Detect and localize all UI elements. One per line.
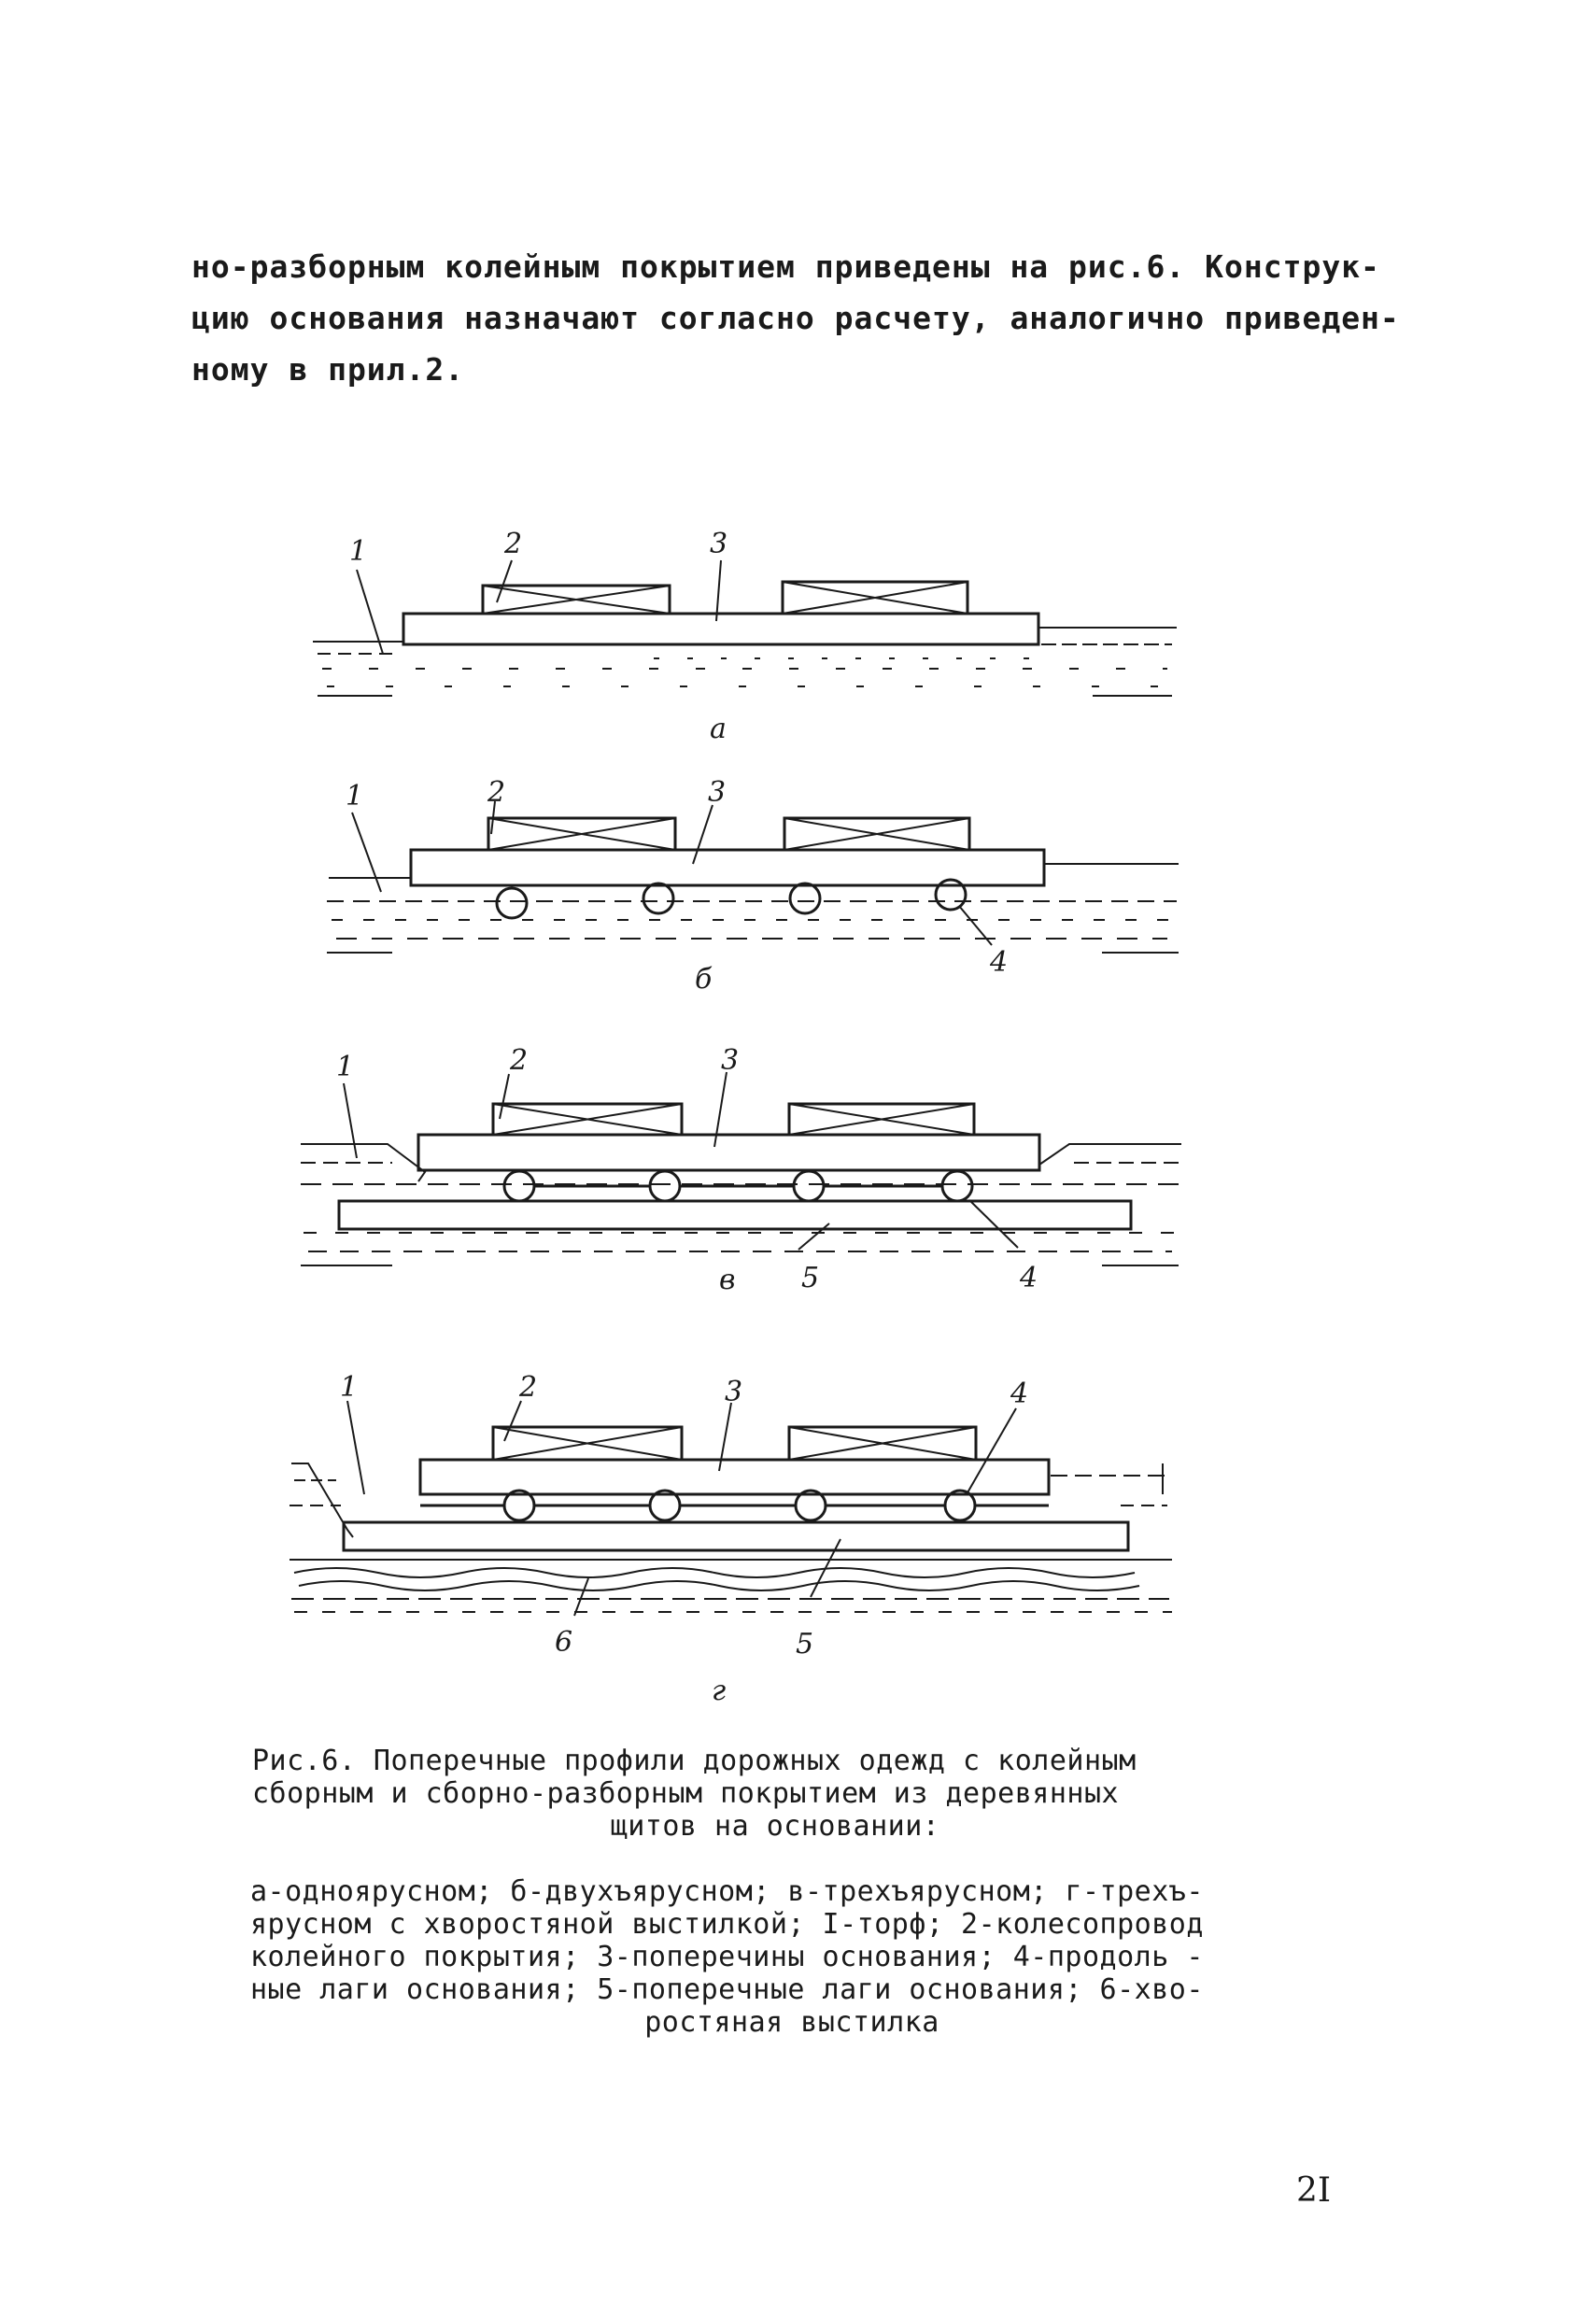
caption-legend-line-5: ростяная выстилка	[644, 2006, 939, 2039]
wheel-track-a-left	[483, 586, 670, 614]
transverse-logs-v	[339, 1201, 1131, 1229]
wheel-track-a-right	[783, 582, 967, 614]
label-g-3: 3	[725, 1376, 743, 1408]
panel-a-letter: а	[710, 713, 727, 745]
label-g-4: 4	[1010, 1378, 1029, 1410]
wheel-track-b-right	[784, 818, 969, 850]
peat-ground-v	[301, 1144, 1181, 1265]
crossbeam-a	[403, 614, 1038, 644]
label-g-2: 2	[519, 1371, 538, 1404]
wheel-track-g-left	[493, 1427, 682, 1460]
label-a-3: 3	[710, 528, 728, 560]
caption-legend-line-4: ные лаги основания; 5-поперечные лаги основания; 6-хво-	[250, 1973, 1204, 2006]
wheel-track-v-left	[493, 1104, 682, 1135]
peat-ground-a	[313, 628, 1177, 696]
intro-line-1: но-разборным колейным покрытием приведены на рис.6. Конструк-	[191, 248, 1380, 285]
leaders-v	[344, 1072, 1018, 1250]
label-v-1: 1	[336, 1051, 355, 1083]
label-a-1: 1	[349, 535, 368, 568]
label-b-1: 1	[346, 780, 364, 813]
label-b-2: 2	[487, 776, 506, 809]
longitudinal-logs-v	[504, 1171, 972, 1201]
figure-caption-legend	[250, 1875, 1334, 2039]
panel-g-letter: г	[712, 1675, 727, 1707]
figure-caption-title	[252, 1745, 1298, 1843]
caption-title-line-2: сборным и сборно-разборным покрытием из деревянных	[252, 1777, 1120, 1810]
panel-b-letter: б	[695, 963, 713, 996]
brushwood-mat-g	[290, 1560, 1172, 1612]
label-v-2: 2	[510, 1044, 529, 1077]
wheel-track-g-right	[789, 1427, 976, 1460]
wheel-track-b-left	[488, 818, 675, 850]
label-v-3: 3	[721, 1044, 740, 1077]
transverse-logs-g	[344, 1522, 1128, 1550]
intro-line-3: ному в прил.2.	[191, 351, 465, 388]
panel-b	[327, 776, 1179, 996]
panel-v	[301, 1044, 1181, 1296]
caption-legend-line-3: колейного покрытия; 3-поперечины основания; 4-продоль -	[250, 1941, 1204, 1973]
labels-a	[349, 528, 727, 745]
caption-legend-line-1: а-одноярусном; б-двухъярусном; в-трехъярусном; г-трехъ-	[250, 1875, 1204, 1908]
caption-legend-line-2: ярусном с хворостяной выстилкой; I-торф; 2-колесопровод	[250, 1908, 1204, 1941]
panel-v-letter: в	[719, 1264, 736, 1296]
wheel-track-v-right	[789, 1104, 974, 1135]
label-b-3: 3	[708, 776, 727, 809]
peat-ground-b	[327, 864, 1179, 953]
label-v-4: 4	[1020, 1262, 1038, 1294]
label-g-1: 1	[340, 1371, 359, 1404]
intro-line-2: цию основания назначают согласно расчету, аналогично приведен-	[191, 300, 1400, 336]
label-v-5: 5	[801, 1262, 820, 1294]
panel-a	[313, 528, 1177, 745]
caption-title-line-3: щитов на основании:	[610, 1810, 940, 1843]
caption-title-line-1: Рис.6. Поперечные профили дорожных одежд с колейным	[252, 1745, 1137, 1777]
panel-g	[290, 1371, 1172, 1707]
crossbeam-v	[418, 1135, 1039, 1170]
label-a-2: 2	[504, 528, 523, 560]
labels-g	[340, 1371, 1028, 1707]
leaders-b	[352, 801, 992, 945]
leaders-a	[357, 560, 721, 654]
label-g-6: 6	[555, 1626, 573, 1659]
crossbeam-g	[420, 1460, 1049, 1494]
label-g-5: 5	[796, 1628, 814, 1661]
label-b-4: 4	[990, 946, 1009, 979]
page-number: 2I	[1296, 2171, 1332, 2210]
